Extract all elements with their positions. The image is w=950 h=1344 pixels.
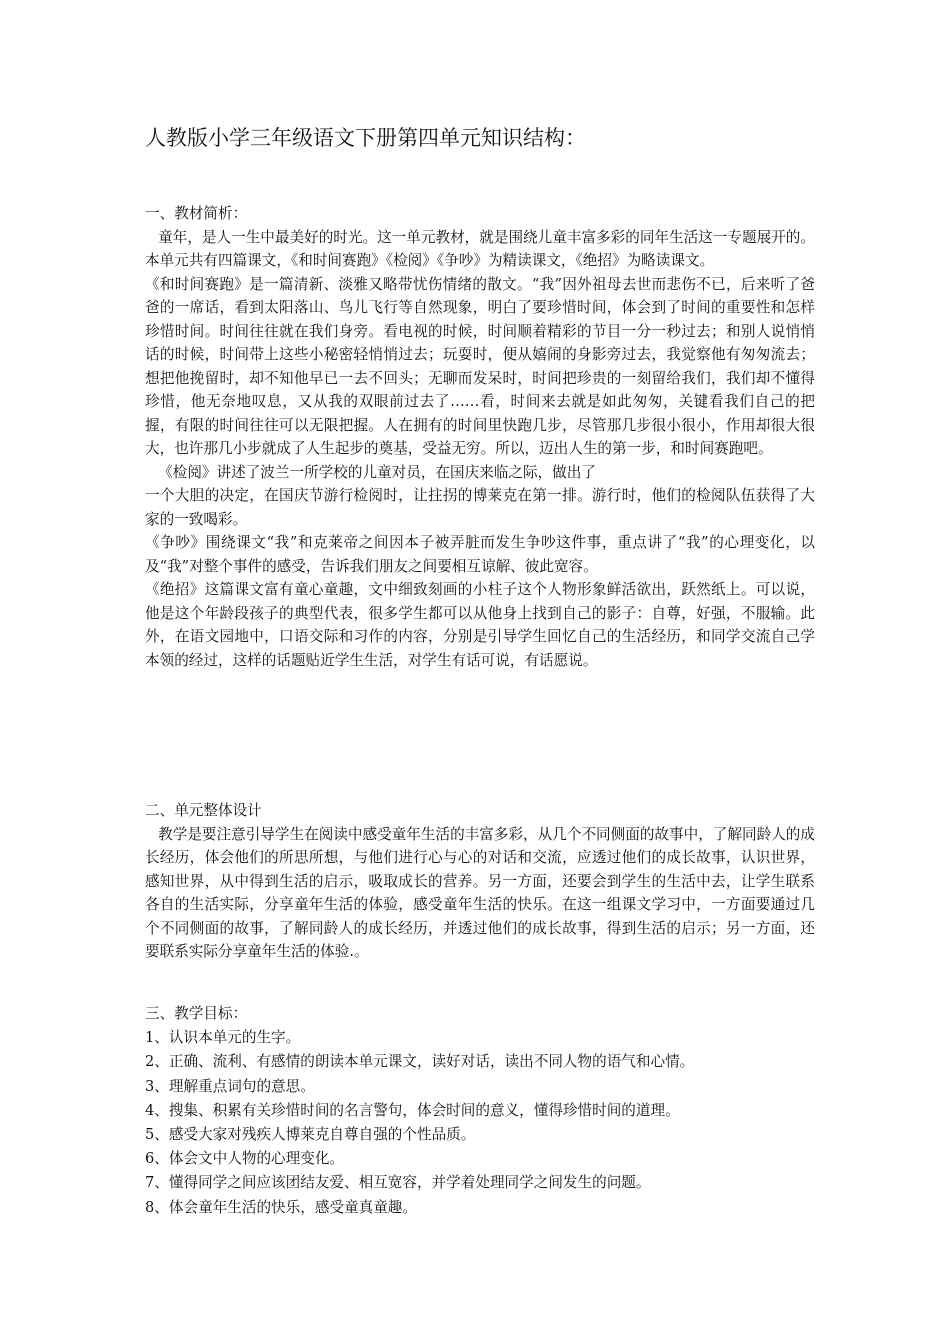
section-heading: 二、单元整体设计 [145, 802, 262, 819]
section-unit-design [145, 799, 815, 964]
document-title: 人教版小学三年级语文下册第四单元知识结构： [145, 126, 586, 150]
list-item: 6、体会文中人物的心理变化。 [145, 1150, 345, 1168]
goals-list [145, 1026, 815, 1220]
list-item: 2、正确、流利、有感情的朗读本单元课文，读好对话，读出不同人物的语气和心情。 [145, 1053, 695, 1071]
paragraph-review-continued: 一个大胆的决定，在国庆节游行检阅时，让拄拐的博莱克在第一排。游行时，他们的检阅队伍获得了大家的一致喝彩。 [145, 487, 815, 528]
list-item: 7、懂得同学之间应该团结友爱、相互宽容，并学着处理同学之间发生的问题。 [145, 1174, 651, 1192]
paragraph-intro: 童年，是人一生中最美好的时光。这一单元教材，就是围绕儿童丰富多彩的同年生活这一专题展开的。本单元共有四篇课文，《和时间赛跑》《检阅》《争吵》为精读课文，《绝招》为略读课文。 [145, 228, 815, 269]
section-textbook-analysis [145, 202, 815, 672]
list-item: 5、感受大家对残疾人博莱克自尊自强的个性品质。 [145, 1126, 476, 1144]
paragraph-review: 《检阅》讲述了波兰一所学校的儿童对员，在国庆来临之际，做出了 [158, 463, 596, 481]
section-heading: 一、教材简析： [145, 205, 248, 222]
paragraph-stunt: 《绝招》这篇课文富有童心童趣，文中细致刻画的小柱子这个人物形象鲜活欲出，跃然纸上。可以说，他是这个年龄段孩子的典型代表，很多学生都可以从他身上找到自己的影子：自尊，好强，不服输。此外，在语文园地中，口语交际和习作的内容，分别是引导学生回忆自己的生活经历，和同学交流自己学本领的经过，这样的话题贴近学生生活，对学生有话可说，有话愿说。 [145, 581, 815, 669]
paragraph-unit-design: 教学是要注意引导学生在阅读中感受童年生活的丰富多彩，从几个不同侧面的故事中，了解同龄人的成长经历，体会他们的所思所想，与他们进行心与心的对话和交流，应透过他们的成长故事，认识世界，感知世界，从中得到生活的启示，吸取成长的营养。另一方面，还要会到学生的生活中去，让学生联系各自的生活实际，分享童年生活的体验，感受童年生活的快乐。在这一组课文学习中，一方面要通过几个不同侧面的故事，了解同龄人的成长经历，并透过他们的成长故事，得到生活的启示；另一方面，还要联系实际分享童年生活的体验.。 [145, 825, 815, 960]
list-item: 4、搜集、积累有关珍惜时间的名言警句，体会时间的意义，懂得珍惜时间的道理。 [145, 1101, 680, 1119]
section-heading: 三、教学目标： [145, 1005, 248, 1022]
section-teaching-goals [145, 1002, 815, 1220]
paragraph-race-with-time: 《和时间赛跑》是一篇清新、淡雅又略带忧伤情绪的散文。“我”因外祖母去世而悲伤不已，后来听了爸爸的一席话，看到太阳落山、鸟儿飞行等自然现象，明白了要珍惜时间，体会到了时间的重要性和怎样珍惜时间。时间往往就在我们身旁。看电视的时候，时间顺着精彩的节目一分一秒过去；和别人说悄悄话的时候，时间带上这些小秘密轻悄悄过去；玩耍时，便从嬉闹的身影旁过去，我觉察他有匆匆流去；想把他挽留时，却不知他早已一去不回头；无聊而发呆时，时间把珍贵的一刻留给我们，我们却不懂得珍惜，他无奈地叹息，又从我的双眼前过去了……看，时间来去就是如此匆匆，关键看我们自己的把握，有限的时间往往可以无限把握。人在拥有的时间里快跑几步，尽管那几步很小很小，作用却很大很大，也许那几小步就成了人生起步的奠基，受益无穷。所以，迈出人生的第一步，和时间赛跑吧。 [145, 275, 815, 457]
paragraph-quarrel: 《争吵》围绕课文“我”和克莱帝之间因本子被弄脏而发生争吵这件事，重点讲了“我”的心理变化，以及“我”对整个事件的感受，告诉我们朋友之间要相互谅解、彼此宽容。 [145, 534, 815, 575]
list-item: 1、认识本单元的生字。 [145, 1029, 301, 1047]
list-item: 3、理解重点词句的意思。 [145, 1077, 315, 1095]
list-item: 8、体会童年生活的快乐，感受童真童趣。 [145, 1198, 417, 1216]
